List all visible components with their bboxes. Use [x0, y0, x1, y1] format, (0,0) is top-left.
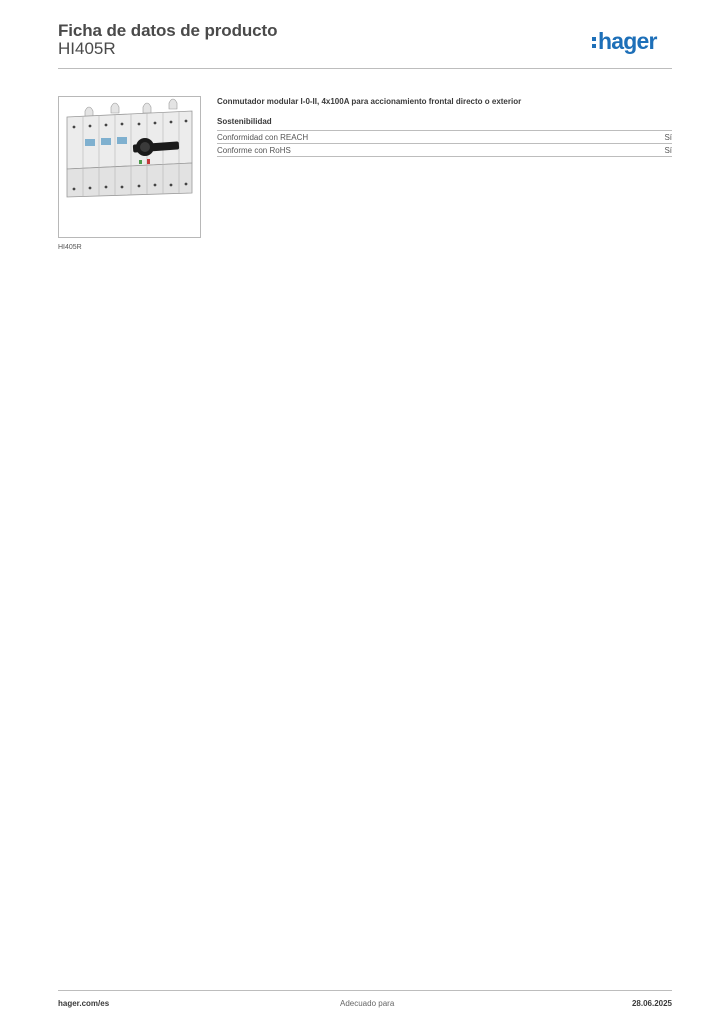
footer-note: Adecuado para: [340, 999, 395, 1008]
switch-product-icon: [59, 97, 200, 237]
footer-site-link[interactable]: hager.com/es: [58, 999, 110, 1008]
hager-logo: [592, 26, 674, 56]
header-divider: [58, 68, 672, 69]
page-title: Ficha de datos de producto: [58, 21, 278, 40]
spec-label: Conforme con RoHS: [217, 145, 291, 155]
product-description: Conmutador modular I-0-II, 4x100A para accionamiento frontal directo o exterior: [217, 97, 522, 106]
sustainability-table: [217, 130, 672, 157]
table-row: [217, 131, 672, 144]
footer-divider: [58, 990, 672, 991]
spec-value: Sí: [664, 132, 672, 142]
product-reference: HI405R: [58, 39, 116, 58]
spec-value: Sí: [664, 145, 672, 155]
product-image-caption: HI405R: [58, 244, 82, 251]
footer-date: 28.06.2025: [631, 999, 672, 1008]
product-image: [58, 96, 201, 238]
table-row: [217, 144, 672, 157]
spec-label: Conformidad con REACH: [217, 132, 309, 142]
section-heading-sustainability: Sostenibilidad: [217, 117, 272, 126]
logo-text: hager: [598, 27, 657, 54]
logo-dots-icon: [592, 37, 596, 48]
